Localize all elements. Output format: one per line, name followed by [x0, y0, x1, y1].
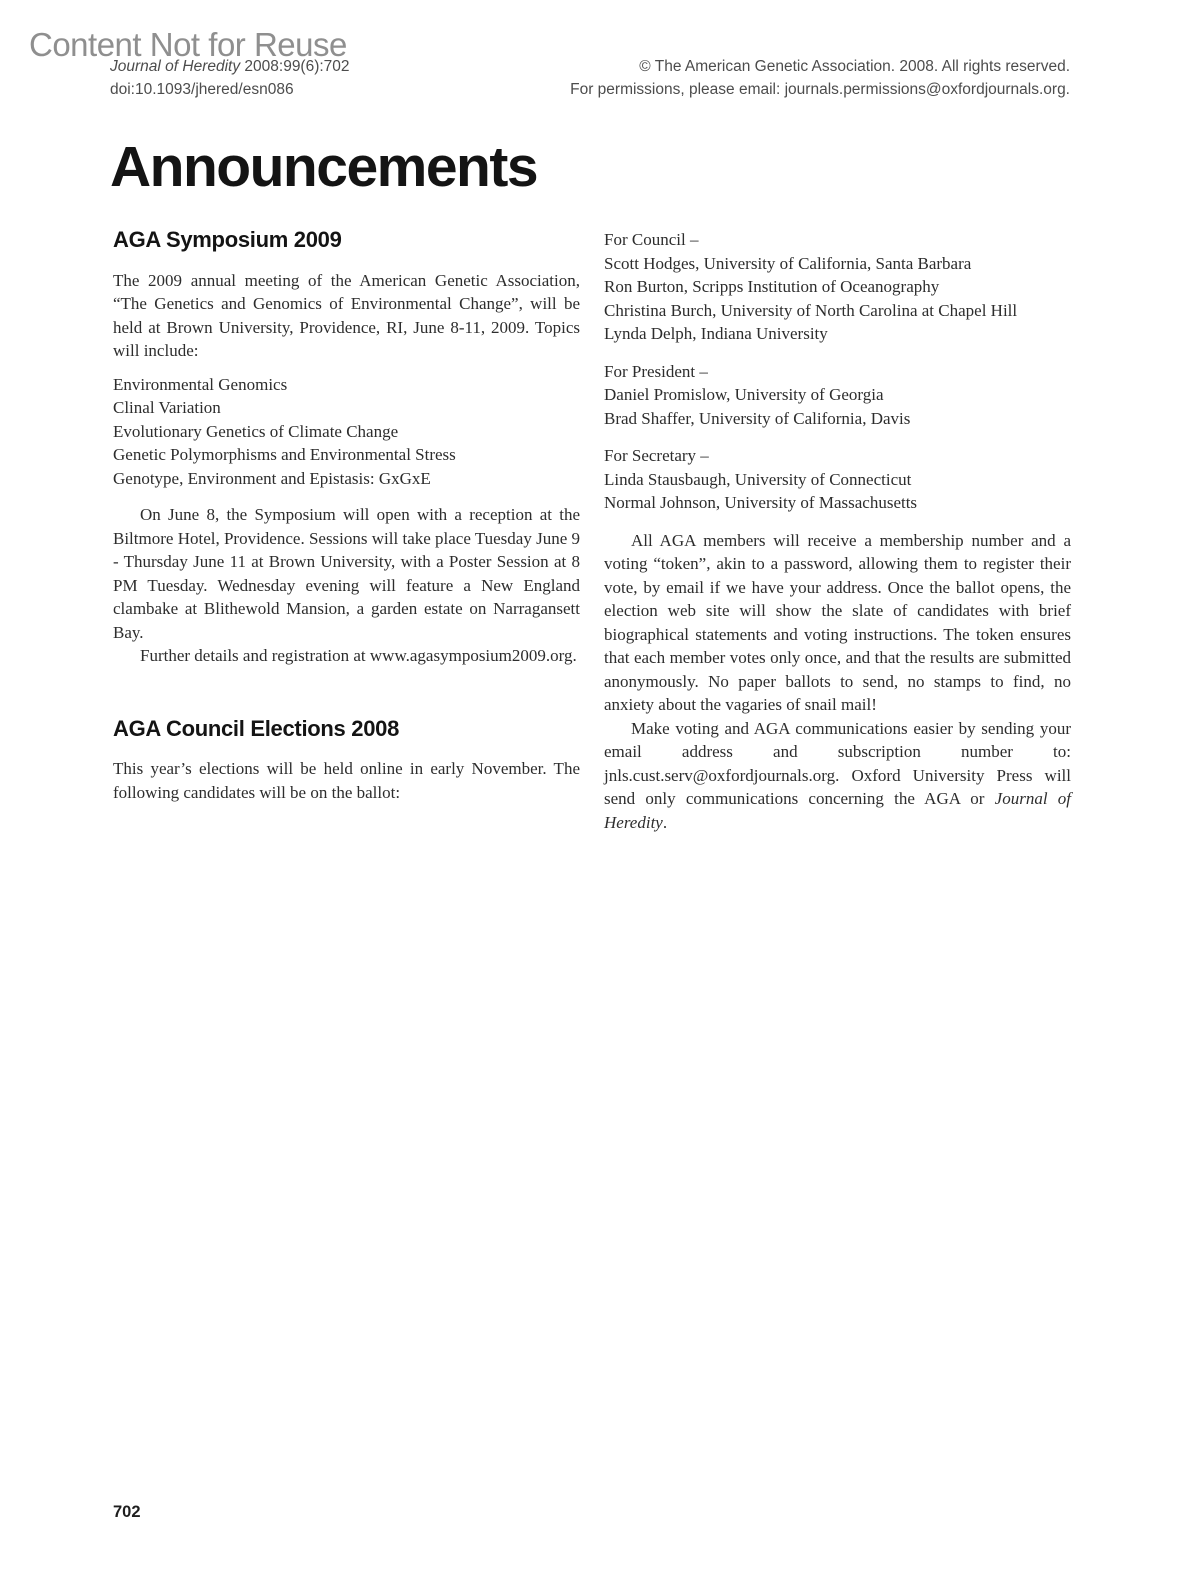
elections-intro-paragraph: This year’s elections will be held online in early November. The following candidates will be on the ballot:: [113, 759, 580, 802]
candidate-item: Lynda Delph, Indiana University: [604, 324, 828, 343]
two-column-body: [113, 228, 1071, 834]
group-title-council: For Council –: [604, 230, 699, 249]
permissions-line: For permissions, please email: journals.permissions@oxfordjournals.org.: [570, 81, 1070, 98]
citation-line: [110, 55, 350, 78]
council-candidates-group: [604, 228, 1071, 346]
page-number: 702: [113, 1503, 141, 1521]
group-title-president: For President –: [604, 361, 708, 381]
symposium-registration-paragraph: Further details and registration at www.agasymposium2009.org.: [140, 646, 577, 665]
copyright-line: © The American Genetic Association. 2008. All rights reserved.: [639, 58, 1070, 75]
symposium-schedule-paragraph: On June 8, the Symposium will open with a reception at the Biltmore Hotel, Providence. Sessions will take place Tuesday June 9 - Thursday June 11 at Brown University, with a Poster Session at 8 PM Tuesday. Wednesday evening will feature a New England clambake at Blithewold Mansion, a garden estate on Narragansett Bay.: [113, 505, 580, 642]
symposium-heading: AGA Symposium 2009: [113, 227, 342, 252]
citation-volume: 2008:99(6):702: [244, 58, 350, 75]
topic-item: Genotype, Environment and Epistasis: GxGxE: [113, 468, 431, 488]
candidate-item: Normal Johnson, University of Massachusetts: [604, 493, 918, 512]
journal-citation-block: [110, 55, 350, 101]
page-title: Announcements: [110, 135, 538, 199]
symposium-intro-paragraph: The 2009 annual meeting of the American Genetic Association, “The Genetics and Genomics of Environmental Change”, will be held at Brown University, Providence, RI, June 8-11, 2009. Topics will include:: [113, 270, 580, 360]
topic-item: Environmental Genomics: [113, 374, 288, 394]
topic-item: Evolutionary Genetics of Climate Change: [113, 421, 399, 441]
candidate-item: Scott Hodges, University of California, Santa Barbara: [604, 253, 972, 273]
email-paragraph-main: Make voting and AGA communications easier by sending your email address and subscription number to: jnls.cust.serv@oxfordjournals.org. Oxford University Press will send only communications concerning the AGA or: [604, 718, 1071, 808]
right-column: [604, 228, 1071, 834]
doi-line: doi:10.1093/jhered/esn086: [110, 81, 294, 98]
candidate-item: Brad Shaffer, University of California, Davis: [604, 408, 911, 428]
candidate-item: Linda Stausbaugh, University of Connecticut: [604, 469, 912, 489]
secretary-candidates-group: [604, 444, 1071, 515]
candidate-item: Ron Burton, Scripps Institution of Oceanography: [604, 277, 940, 296]
copyright-block: [570, 55, 1070, 101]
topic-item: Genetic Polymorphisms and Environmental Stress: [113, 445, 456, 464]
topic-item: Clinal Variation: [113, 398, 221, 417]
elections-heading: AGA Council Elections 2008: [113, 715, 400, 741]
email-paragraph-end: .: [662, 812, 668, 832]
left-column: [113, 228, 580, 834]
voting-token-paragraph: All AGA members will receive a membership number and a voting “token”, akin to a password, allowing them to register their vote, by email if we have your address. Once the ballot opens, the election web site will show the slate of candidates with brief biographical statements and voting instructions. The token ensures that each member votes only once, and that the results are submitted anonymously. No paper ballots to send, no stamps to find, no anxiety about the vagaries of snail mail!: [604, 530, 1071, 714]
candidate-item: Daniel Promislow, University of Georgia: [604, 385, 884, 404]
email-contact-paragraph: [604, 717, 1071, 835]
president-candidates-group: [604, 360, 1071, 431]
journal-name: Journal of Heredity: [110, 58, 241, 75]
content-not-for-reuse-watermark: Content Not for Reuse: [29, 26, 347, 63]
group-title-secretary: For Secretary –: [604, 446, 709, 465]
candidate-item: Christina Burch, University of North Carolina at Chapel Hill: [604, 300, 1018, 320]
journal-name-italic: Journal of Heredity: [604, 789, 1071, 832]
symposium-topics-list: [113, 373, 580, 491]
